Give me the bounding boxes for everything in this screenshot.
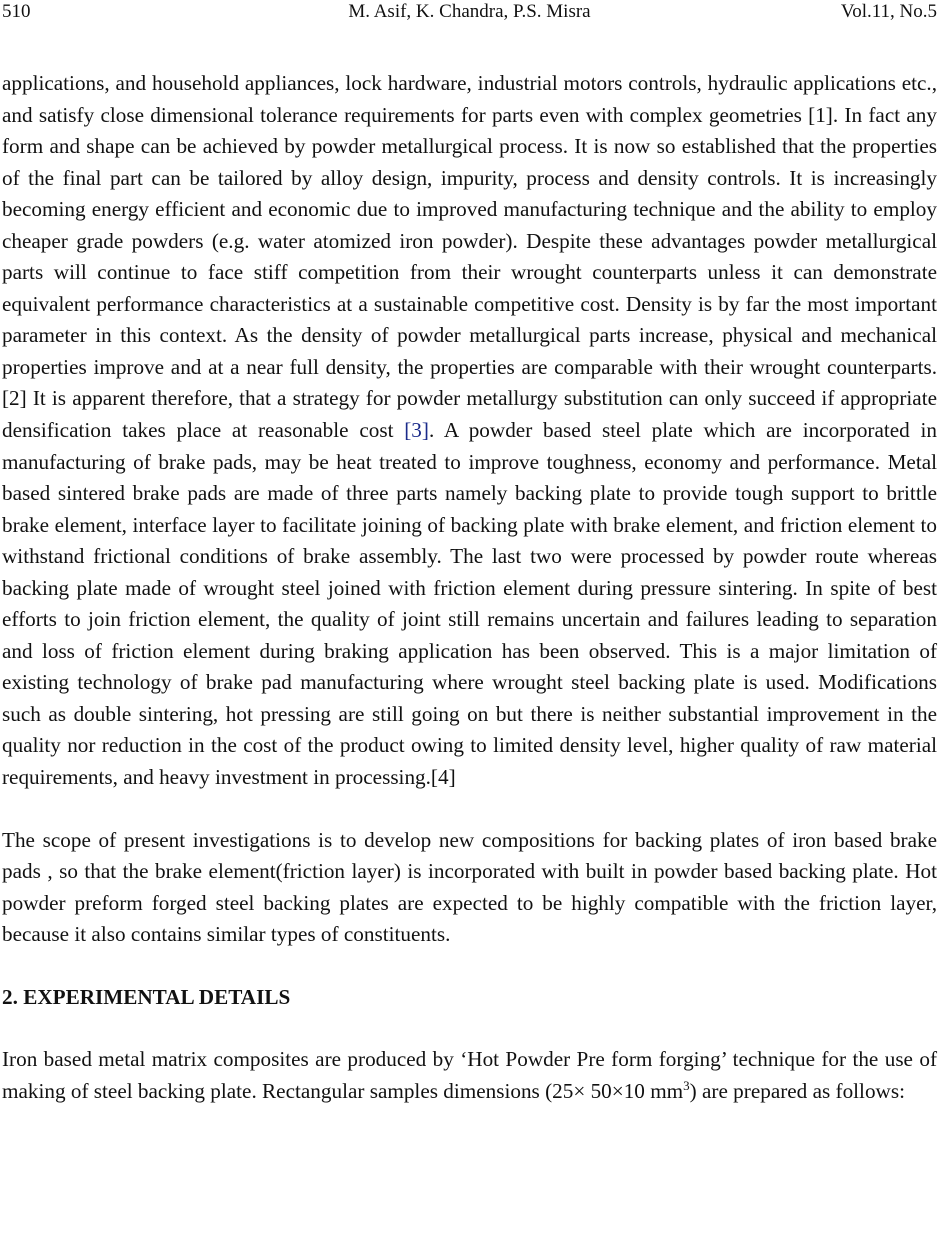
section-heading: 2. EXPERIMENTAL DETAILS: [2, 984, 291, 1009]
paragraph-1-text-a: applications, and household appliances, lock hardware, industrial motors controls, hydraulic applications etc., and satisfy close dimensional tolerance requirements for parts even with complex geometries [1]. In fact any form and shape can be achieved by powder metallurgical process. It is now so established that the properties of the final part can be tailored by alloy design, impurity, process and density controls. It is increasingly becoming energy efficient and economic due to improved manufacturing technique and the ability to employ cheaper grade powders (e.g. water atomized iron powder). Despite these advantages powder metallurgical parts will continue to face stiff competition from their wrought counterparts unless it can demonstrate equivalent performance characteristics at a sustainable competitive cost. Density is by far the most important parameter in this context. As the density of powder metallurgical parts increase, physical and mechanical properties improve and at a near full density, the properties are comparable with their wrought counterparts. [2] It is apparent therefore, that a strategy for powder metallurgy substitution can only succeed if appropriate densification takes place at reasonable cost: [2, 71, 937, 443]
paragraph-3-text-b: ) are prepared as follows:: [689, 1078, 905, 1103]
header-authors: M. Asif, K. Chandra, P.S. Misra: [348, 1, 591, 22]
superscript-3: 3: [683, 1077, 690, 1093]
paragraph-3-text-a: Iron based metal matrix composites are produced by ‘Hot Powder Pre form forging’ technique for the use of making of steel backing plate. Rectangular samples dimensions (25× 50×10 mm: [2, 1047, 937, 1103]
paper-page: [2, 0, 937, 1107]
page-number: 510: [2, 1, 31, 22]
header-volume: Vol.11, No.5: [840, 1, 937, 22]
running-header: [2, 0, 937, 24]
paragraph-1-text-b: . A powder based steel plate which are incorporated in manufacturing of brake pads, may be heat treated to improve toughness, economy and performance. Metal based sintered brake pads are made of three parts namely backing plate to provide tough support to brittle brake element, interface layer to facilitate joining of backing plate with brake element, and friction element to withstand frictional conditions of brake assembly. The last two were processed by powder route whereas backing plate made of wrought steel joined with friction element during pressure sintering. In spite of best efforts to join friction element, the quality of joint still remains uncertain and failures leading to separation and loss of friction element during braking application has been observed. This is a major limitation of existing technology of brake pad manufacturing where wrought steel backing plate is used. Modifications such as double sintering, hot pressing are still going on but there is neither substantial improvement in the quality nor reduction in the cost of the product owing to limited density level, higher quality of raw material requirements, and heavy investment in processing.[4]: [2, 418, 937, 790]
body-paragraph-1: [2, 68, 937, 794]
body-paragraph-2: The scope of present investigations is to develop new compositions for backing plates of iron based brake pads , so that the brake element(friction layer) is incorporated with built in powder based backing plate. Hot powder preform forged steel backing plates are expected to be highly compatible with the friction layer, because it also contains similar types of constituents.: [2, 827, 937, 947]
citation-link-3[interactable]: [3]: [404, 418, 429, 443]
body-paragraph-3: [2, 1044, 937, 1107]
